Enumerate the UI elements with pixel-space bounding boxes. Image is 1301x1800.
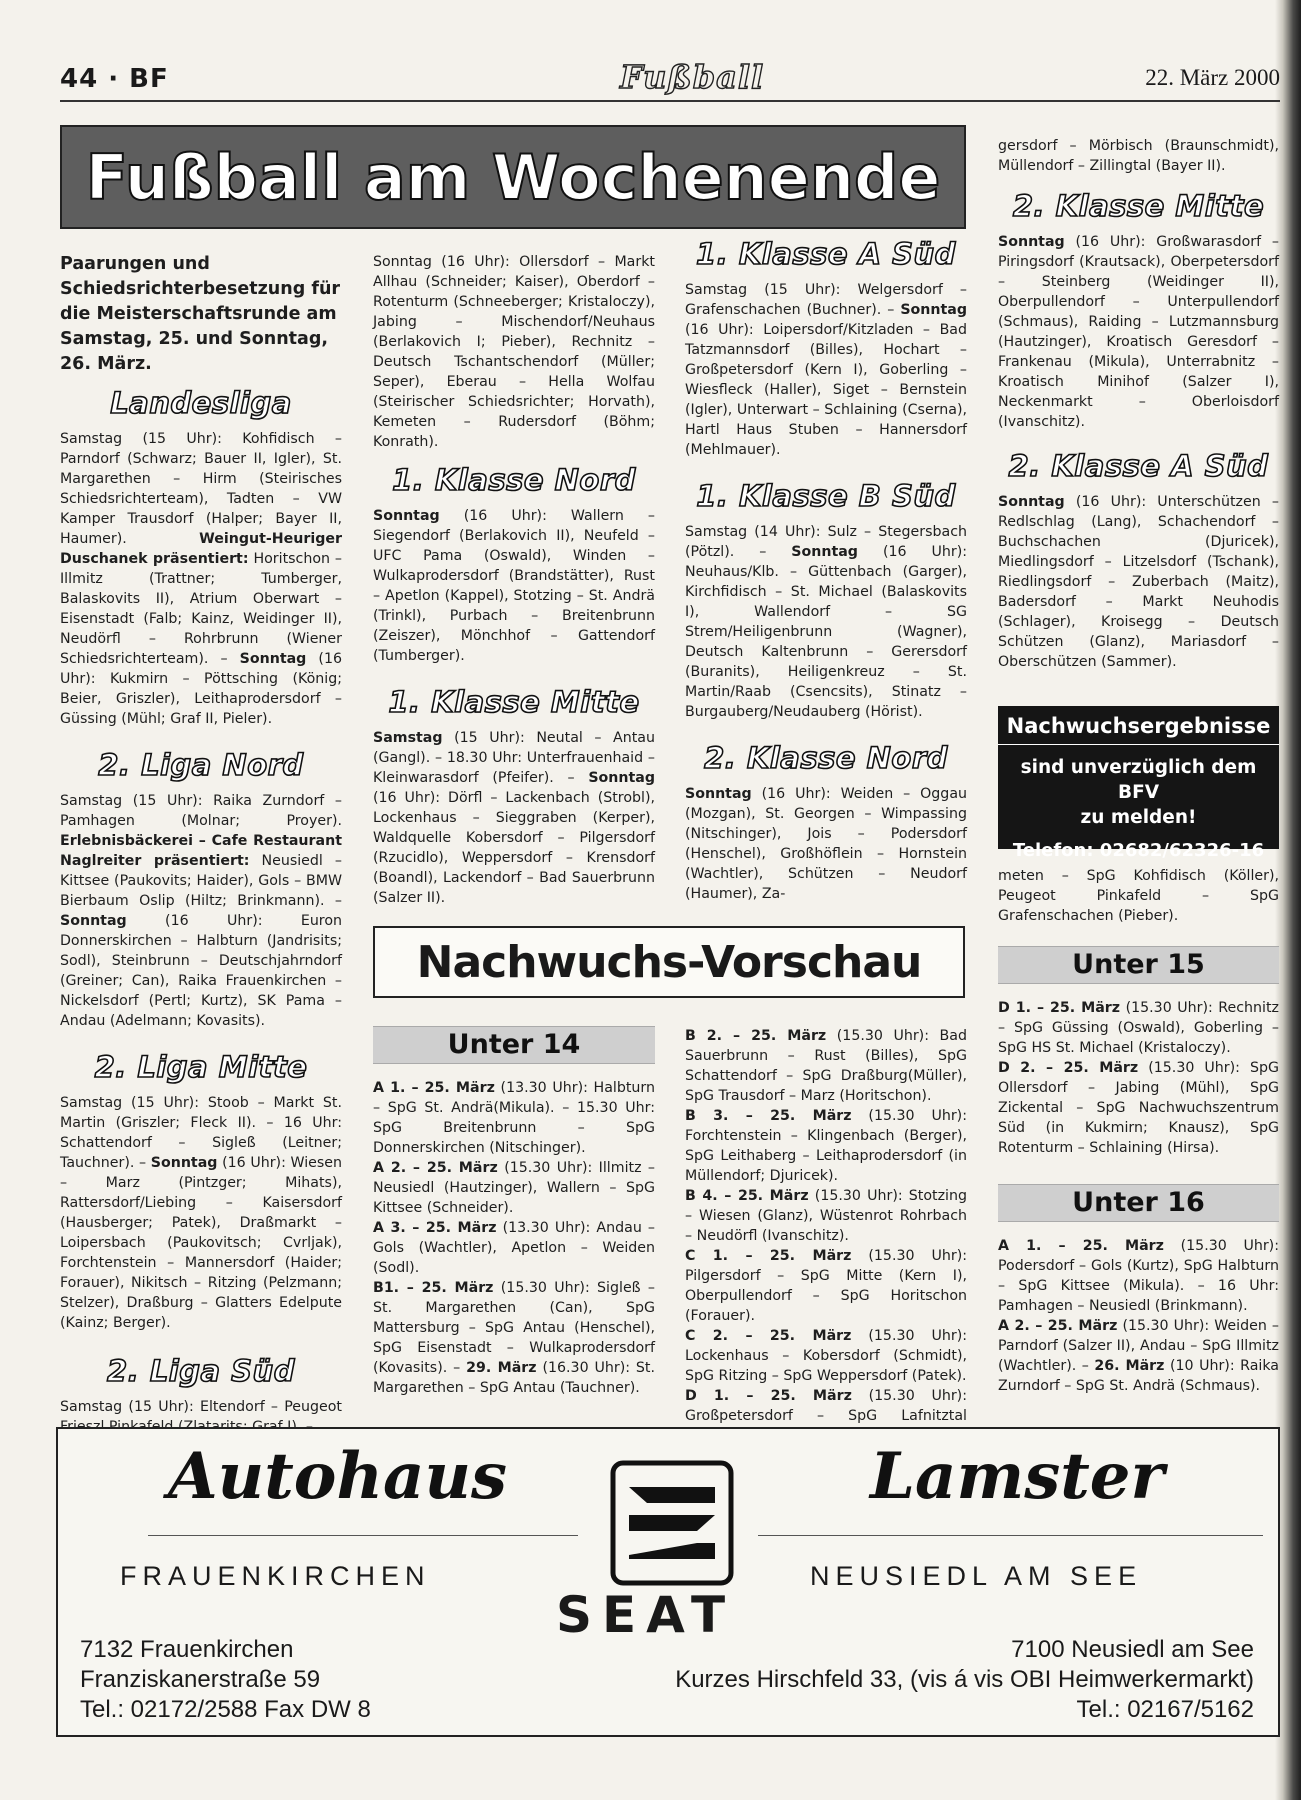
- liga-nord-text-b: Neusiedl – Kittsee (Paukovits; Haider), Gols – BMW Bierbaum Oslip (Hiltz; Brinkmann). –: [60, 853, 343, 909]
- heading-2-klasse-mitte: 2. Klasse Mitte: [1012, 189, 1265, 223]
- seat-logo-icon: [607, 1459, 737, 1589]
- main-banner: [60, 125, 966, 229]
- u14-b3-text: (15.30 Uhr): Forchtenstein – Klingenbach (Berger), SpG Leithaberg – Leithaprodersdorf (in Müllendorf; Djuricek).: [685, 1108, 967, 1184]
- klasse-2-mitte-body: (16 Uhr): Großwarasdorf – Piringsdorf (Krautsack), Oberpetersdorf – Steinberg (Weidinger II), Oberpullendorf – Unterpullendorf (Schmaus), Raiding – Lutzmannsburg (Hautzinger), Kroatisch Geresdorf – Frankenau (Mikula), Unterrabnitz – Kroatisch Minihof (Salzer I), Neckenmarkt – Oberloisdorf (Ivanschitz).: [998, 234, 1279, 430]
- ad-left-line-2: Franziskanerstraße 59: [80, 1666, 321, 1693]
- ad-city-right: NEUSIEDL AM SEE: [810, 1561, 1143, 1591]
- nachwuchs-vorschau-title: Nachwuchs-Vorschau: [373, 926, 965, 998]
- u14-c1-text: (15.30 Uhr): Pilgersdorf – SpG Mitte (Kern I), Oberpullendorf – SpG Horitschon (Forauer).: [685, 1248, 968, 1324]
- u16-a2: [998, 1316, 1279, 1396]
- heading-unter-16: Unter 16: [998, 1184, 1279, 1222]
- u14-b1-label: B1. – 25. März: [373, 1280, 494, 1296]
- notice-phone: Telefon: 02682/62326-16: [1012, 840, 1265, 861]
- u14-a3-text: (13.30 Uhr): Andau – Gols (Wachtler), Apetlon – Weiden (Sodl).: [373, 1220, 655, 1276]
- u14-b3: [685, 1106, 967, 1186]
- u16-a2-date2: 26. März: [1094, 1358, 1165, 1374]
- u14-d1-label: D 1. – 25. März: [685, 1388, 852, 1404]
- liga-nord-text-c: (16 Uhr): Euron Donnerskirchen – Halbturn (Jandrisits; Sodl), Steinbrunn – Deutschjahrndorf (Greiner; Can), Raika Frauenkirchen – Nickelsdorf (Pertl; Kurtz), SK Pama – Andau (Adelmann; Kovasits).: [60, 913, 343, 1029]
- ad-rule-right: [758, 1535, 1263, 1536]
- klasse-2-mitte-sunday: Sonntag: [998, 234, 1065, 250]
- klasse-2-nord-body: (16 Uhr): Weiden – Oggau (Mozgan), St. Georgen – Wimpassing (Nitschinger), Jois – Podersdorf (Henschel), Großhöflein – Hornstein (Wachtler), Schützen – Neudorf (Haumer), Za-: [685, 786, 968, 902]
- heading-1-klasse-nord: 1. Klasse Nord: [392, 463, 636, 497]
- klasse-2-a-sued-sunday: Sonntag: [998, 494, 1065, 510]
- landesliga-text: [60, 429, 342, 729]
- u14-b3-label: B 3. – 25. März: [685, 1108, 852, 1124]
- heading-2-liga-sued: 2. Liga Süd: [107, 1354, 295, 1388]
- klasse-2-nord-sunday: Sonntag: [685, 786, 752, 802]
- ad-right-line-1: 7100 Neusiedl am See: [1011, 1636, 1254, 1663]
- klasse-mitte-sunday: Sonntag: [588, 770, 656, 786]
- klasse-a-sued-sunday: Sonntag: [900, 302, 967, 318]
- u16-a2-label: A 2. – 25. März: [998, 1318, 1118, 1334]
- u16-a2-text2: (10 Uhr): Raika Zurndorf – SpG St. Andrä (Schmaus).: [998, 1358, 1279, 1394]
- u15-d2-label: D 2. – 25. März: [998, 1060, 1139, 1076]
- klasse-mitte-saturday: Samstag: [373, 730, 443, 746]
- ad-brand-seat: SEAT: [556, 1586, 736, 1644]
- unter-14-section-right: [685, 1026, 967, 1446]
- u14-c1-label: C 1. – 25. März: [685, 1248, 852, 1264]
- u14-a1-label: A 1. – 25. März: [373, 1080, 495, 1096]
- banner-title: Fußball am Wochenende: [85, 140, 941, 214]
- heading-2-liga-nord: 2. Liga Nord: [98, 748, 304, 782]
- u14-b1: [373, 1278, 655, 1398]
- u14-b2-label: B 2. – 25. März: [685, 1028, 827, 1044]
- klasse-2-a-sued-body: (16 Uhr): Unterschützen – Redlschlag (Lang), Schachendorf – Buchschachen (Djuricek), Miedlingsdorf – Litzelsdorf (Tschank), Riedlingsdorf – Zuberbach (Maitz), Badersdorf – Markt Neuhodis (Schlager), Kroisegg – Deutsch Schützen (Glanz), Mariasdorf – Oberschützen (Sammer).: [998, 494, 1279, 670]
- klasse-a-sued-text: [685, 280, 967, 460]
- klasse-nord-sunday: Sonntag: [373, 508, 440, 524]
- column-1: [60, 252, 342, 1437]
- u15-d2-text: (15.30 Uhr): SpG Ollersdorf – Jabing (Mühl), SpG Zickental – SpG Nachwuchszentrum Süd (in Kukmirn; Knausz), SpG Rotenturm – Schlaining (Hirsa).: [998, 1060, 1280, 1156]
- liga-sued-text: Samstag (15 Uhr): Eltendorf – Peugeot: [60, 1399, 342, 1415]
- u14-a2-label: A 2. – 25. März: [373, 1160, 498, 1176]
- klasse-nord-text: [373, 506, 655, 666]
- intro-text: Paarungen und Schiedsrichterbesetzung für die Meisterschaftsrunde am Samstag, 25. und Sonntag, 26. März.: [60, 254, 341, 374]
- u16-a1-text: (15.30 Uhr): Podersdorf – Gols (Kurtz), SpG Halbturn – SpG Kittsee (Mikula). – 16 Uhr: Pamhagen – Neusiedl (Brinkmann).: [998, 1238, 1279, 1314]
- ad-right-line-2: Kurzes Hirschfeld 33, (vis á vis OBI Heimwerkermarkt): [675, 1666, 1254, 1693]
- u16-a1-label: A 1. – 25. März: [998, 1238, 1164, 1254]
- klasse-b-sued-body-b: (16 Uhr): Neuhaus/Klb. – Güttenbach (Garger), Kirchfidisch – St. Michael (Balaskovits I), Wallendorf – SG Strem/Heiligenbrunn (Wagner), Deutsch Kaltenbrunn – Gerersdorf (Buranits), Heiligenkreuz – St. Martin/Raab (Csencsits), Stinatz – Burgauberg/Neudauberg (Hörist).: [685, 544, 968, 720]
- u14-a3: [373, 1218, 655, 1278]
- klasse-a-sued-body-b: (16 Uhr): Loipersdorf/Kitzladen – Bad Tatzmannsdorf (Billes), Hochart – Großpetersdorf (Kern I), Goberling – Wiesfleck (Haller), Siget – Bernstein (Igler), Unterwart – Schlaining (Cserna), Hartl Haus Stuben – Hannersdorf (Mehlmauer).: [685, 322, 967, 458]
- liga-nord-sponsor: Erlebnisbäckerei – Cafe Restaurant Naglreiter präsentiert:: [60, 833, 342, 869]
- landesliga-text-c: (16 Uhr): Kukmirn – Pöttsching (König; Beier, Griszler), Leithaprodersdorf – Güssing (Mühl; Graf II, Pieler).: [60, 651, 343, 727]
- landesliga-text-a: Samstag (15 Uhr): Kohfidisch – Parndorf (Schwarz; Bauer II, Igler), St. Margarethen – Hirm (Steirisches Schiedsrichterteam), Tadten – VW Kamper Trausdorf (Halper; Bayer II, Haumer).: [60, 431, 342, 547]
- issue-date: 22. März 2000: [1145, 65, 1280, 90]
- u14-b4: [685, 1186, 967, 1246]
- heading-2-klasse-nord: 2. Klasse Nord: [704, 741, 948, 775]
- column-3: [685, 230, 967, 904]
- notice-title: Nachwuchsergebnisse: [1006, 714, 1271, 738]
- col4-after-box: meten – SpG Kohfidisch (Köller), Peugeot Pinkafeld – SpG Grafenschachen (Pieber).: [998, 868, 1279, 924]
- page-number: 44 · BF: [60, 64, 169, 94]
- u15-d1-text: (15.30 Uhr): Rechnitz – SpG Güssing (Oswald), Goberling – SpG HS St. Michael (Kristaloczy).: [998, 1000, 1279, 1056]
- unter-14-section-left: [373, 1026, 655, 1398]
- notice-line-2: zu melden!: [1080, 807, 1197, 828]
- heading-unter-14: Unter 14: [373, 1026, 655, 1064]
- u14-c2-text: (15.30 Uhr): Lockenhaus – Kobersdorf (Schmidt), SpG Ritzing – SpG Weppersdorf (Patek).: [685, 1328, 968, 1384]
- ad-city-left: FRAUENKIRCHEN: [120, 1561, 431, 1591]
- klasse-mitte-body-a: (15 Uhr): Neutal – Antau (Gangl). – 18.30 Uhr: Unterfrauenhaid – Kleinwarasdorf (Pfeifer). –: [373, 730, 655, 786]
- u15-d2: [998, 1058, 1279, 1158]
- klasse-b-sued-sunday: Sonntag: [791, 544, 858, 560]
- landesliga-sponsor: Weingut-Heuriger Duschanek präsentiert:: [60, 531, 342, 567]
- landesliga-text-b: Horitschon – Illmitz (Trattner; Tumberger, Balaskovits II), Atrium Oberwart – Eisenstadt (Falb; Kainz, Weidinger II), Neudörfl – Rohrbrunn (Wiener Schiedsrichterteam). –: [60, 551, 342, 667]
- column-4-lower: [998, 866, 1279, 1396]
- ad-script-left: Autohaus: [168, 1439, 507, 1514]
- liga-mitte-text-a: Samstag (15 Uhr): Stoob – Markt St. Martin (Griszler; Fleck II). – 16 Uhr: Schattendorf – Sigleß (Leitner; Tauchner). –: [60, 1095, 342, 1171]
- u16-a2-text: (15.30 Uhr): Weiden – Parndorf (Salzer II), Andau – SpG Illmitz (Wachtler). –: [998, 1318, 1279, 1374]
- klasse-2-mitte-text: [998, 232, 1279, 432]
- col4-continuation: gersdorf – Mörbisch (Braunschmidt), Müllendorf – Zillingtal (Bayer II).: [998, 138, 1279, 174]
- heading-1-klasse-b-sued: 1. Klasse B Süd: [696, 479, 956, 513]
- klasse-b-sued-body-a: Samstag (14 Uhr): Sulz – Stegersbach (Pötzl). –: [685, 524, 967, 560]
- klasse-nord-body: (16 Uhr): Wallern – Siegendorf (Berlakovich II), Neufeld – UFC Pama (Oswald), Winden – Wulkaprodersdorf (Brandstätter), Rust – Apetlon (Kappel), Stotzing – St. Andrä (Trinkl), Purbach – Breitenbrunn (Zeiszer), Mönchhof – Gattendorf (Tumberger).: [373, 508, 655, 664]
- liga-nord-sunday: Sonntag: [60, 913, 127, 929]
- column-4: [998, 136, 1279, 672]
- ad-rule-left: [148, 1535, 578, 1536]
- header-rule: [60, 100, 1280, 102]
- section-logo: Fußball: [620, 58, 765, 96]
- liga-mitte-text: [60, 1093, 342, 1333]
- ad-address-right: [675, 1635, 1254, 1725]
- ad-right-line-3: Tel.: 02167/5162: [1076, 1696, 1254, 1723]
- klasse-b-sued-text: [685, 522, 967, 722]
- u14-b4-text: (15.30 Uhr): Stotzing – Wiesen (Glanz), Wüstenrot Rohrbach – Neudörfl (Ivanschitz).: [685, 1188, 967, 1244]
- u14-a1-text: (13.30 Uhr): Halbturn – SpG St. Andrä(Mikula). – 15.30 Uhr: SpG Breitenbrunn – SpG Donnerskirchen (Nitschinger).: [373, 1080, 656, 1156]
- page-header: [60, 58, 1280, 98]
- ad-left-line-1: 7132 Frauenkirchen: [80, 1636, 294, 1663]
- col2-continuation: Sonntag (16 Uhr): Ollersdorf – Markt Allhau (Schneider; Kaiser), Oberdorf – Rotenturm (Schneeberger; Kristaloczy), Jabing – Mischendorf/Neuhaus (Berlakovich I; Pieber), Rechnitz – Deutsch Tschantschendorf (Müller; Seper), Eberau – Hella Wolfau (Steirischer Schiedsrichter; Horvath), Kemeten – Rudersdorf (Böhm; Konrath).: [373, 254, 655, 450]
- u14-d1-text: (15.30 Uhr): Großpetersdorf – SpG Lafnitztal: [685, 1388, 968, 1424]
- u14-b1-text2: (16.30 Uhr): St. Margarethen – SpG Antau (Tauchner).: [373, 1360, 655, 1396]
- u14-a2: [373, 1158, 655, 1218]
- nachwuchs-notice-box: [998, 706, 1279, 861]
- liga-nord-text: [60, 791, 342, 1031]
- landesliga-sunday: Sonntag: [239, 651, 307, 667]
- u14-b2: [685, 1026, 967, 1106]
- klasse-mitte-body-b: (16 Uhr): Dörfl – Lackenbach (Strobl), Lockenhaus – Sieggraben (Kerper), Waldquelle Kobersdorf – Pilgersdorf (Rzucidlo), Weppersdorf – Krensdorf (Boandl), Lackendorf – Bad Sauerbrunn (Salzer II).: [373, 790, 655, 906]
- heading-2-klasse-a-sued: 2. Klasse A Süd: [1008, 449, 1269, 483]
- heading-landesliga: Landesliga: [110, 386, 292, 420]
- u14-c2: [685, 1326, 967, 1386]
- u14-a1: [373, 1078, 655, 1158]
- u14-b1-text: (15.30 Uhr): Sigleß – St. Margarethen (Can), SpG Mattersburg – SpG Antau (Henschel), SpG Eisenstadt – Wulkaprodersdorf (Kovasits). –: [373, 1280, 656, 1376]
- u14-b2-text: (15.30 Uhr): Bad Sauerbrunn – Rust (Billes), SpG Schattendorf – SpG Draßburg(Müller), SpG Trausdorf – Marz (Horitschon).: [685, 1028, 967, 1104]
- u14-c1: [685, 1246, 967, 1326]
- ad-left-line-3: Tel.: 02172/2588 Fax DW 8: [80, 1696, 371, 1723]
- u14-c2-label: C 2. – 25. März: [685, 1328, 852, 1344]
- u14-b1-date2: 29. März: [466, 1360, 537, 1376]
- liga-mitte-text-b: (16 Uhr): Wiesen – Marz (Pintzger; Mihats), Rattersdorf/Liebing – Kaisersdorf (Hausberger; Patek), Draßmarkt – Loipersbach (Paukovitsch; Cvrljak), Forchtenstein – Mannersdorf (Haider; Forauer), Nikitsch – Ritzing (Pelzmann; Stelzer), Draßburg – Glatters Edelpute (Kainz; Berger).: [60, 1155, 342, 1331]
- klasse-mitte-text: [373, 728, 655, 908]
- u15-d1-label: D 1. – 25. März: [998, 1000, 1121, 1016]
- liga-nord-text-a: Samstag (15 Uhr): Raika Zurndorf – Pamhagen (Molnar; Proyer).: [60, 793, 342, 829]
- ad-script-right: Lamster: [870, 1439, 1165, 1514]
- u16-a1: [998, 1236, 1279, 1316]
- u14-b4-label: B 4. – 25. März: [685, 1188, 809, 1204]
- u15-d1: [998, 998, 1279, 1058]
- ad-address-left: [80, 1635, 371, 1725]
- heading-2-liga-mitte: 2. Liga Mitte: [94, 1050, 308, 1084]
- advertisement-autohaus: [56, 1427, 1280, 1737]
- klasse-2-a-sued-text: [998, 492, 1279, 672]
- klasse-2-nord-text: [685, 784, 967, 904]
- heading-1-klasse-mitte: 1. Klasse Mitte: [388, 685, 640, 719]
- column-2: [373, 252, 655, 908]
- notice-line-1: sind unverzüglich dem BFV: [1020, 757, 1257, 803]
- klasse-a-sued-body-a: Samstag (15 Uhr): Welgersdorf – Grafenschachen (Buchner). –: [685, 282, 967, 318]
- heading-unter-15: Unter 15: [998, 946, 1279, 984]
- liga-mitte-sunday: Sonntag: [150, 1155, 218, 1171]
- u14-a3-label: A 3. – 25. März: [373, 1220, 497, 1236]
- u14-a2-text: (15.30 Uhr): Illmitz – Neusiedl (Hautzinger), Wallern – SpG Kittsee (Schneider).: [373, 1160, 656, 1216]
- heading-1-klasse-a-sued: 1. Klasse A Süd: [696, 237, 956, 271]
